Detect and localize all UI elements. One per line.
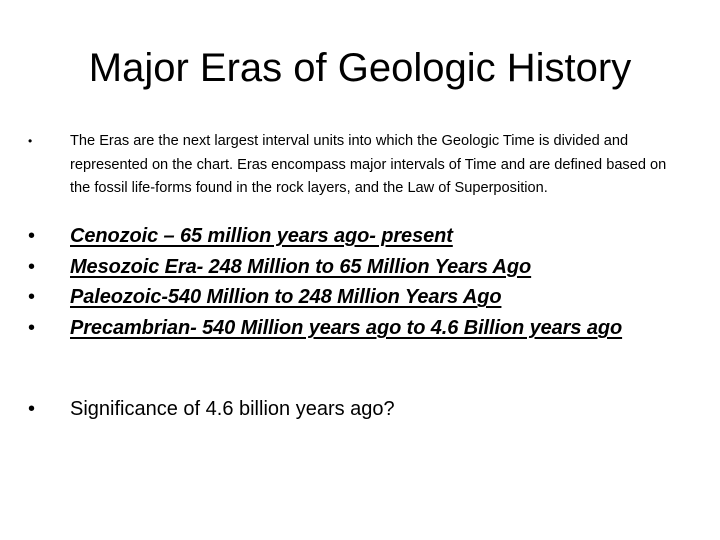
era-text: Mesozoic Era- 248 Million to 65 Million Years Ago: [70, 255, 532, 278]
era-item-precambrian: [28, 313, 688, 344]
question-bullet-item: [28, 392, 678, 426]
intro-bullet-item: [28, 130, 678, 201]
bullet-icon: •: [28, 286, 36, 309]
intro-text: The Eras are the next largest interval units into which the Geologic Time is divided and represented on the chart. Eras encompass major intervals of Time and are defined based on the fossil life-forms found in the rock layers, and the Law of Superposition.: [70, 133, 667, 196]
era-text: Precambrian- 540 Million years ago to 4.6 Billion years ago: [70, 317, 623, 340]
era-item-cenozoic: [28, 221, 688, 252]
bullet-icon: •: [28, 317, 36, 340]
era-text: Cenozoic – 65 million years ago- present: [70, 225, 453, 247]
bullet-icon: •: [28, 225, 36, 247]
bullet-icon: •: [28, 255, 36, 278]
era-item-mesozoic: [28, 252, 688, 283]
bullet-icon: •: [28, 398, 36, 420]
question-text: Significance of 4.6 billion years ago?: [70, 398, 395, 420]
slide-title: Major Eras of Geologic History: [88, 46, 632, 90]
era-item-paleozoic: [28, 282, 688, 313]
era-text: Paleozoic-540 Million to 248 Million Years Ago: [70, 286, 502, 309]
era-list: [28, 221, 688, 344]
bullet-icon: •: [28, 134, 33, 148]
